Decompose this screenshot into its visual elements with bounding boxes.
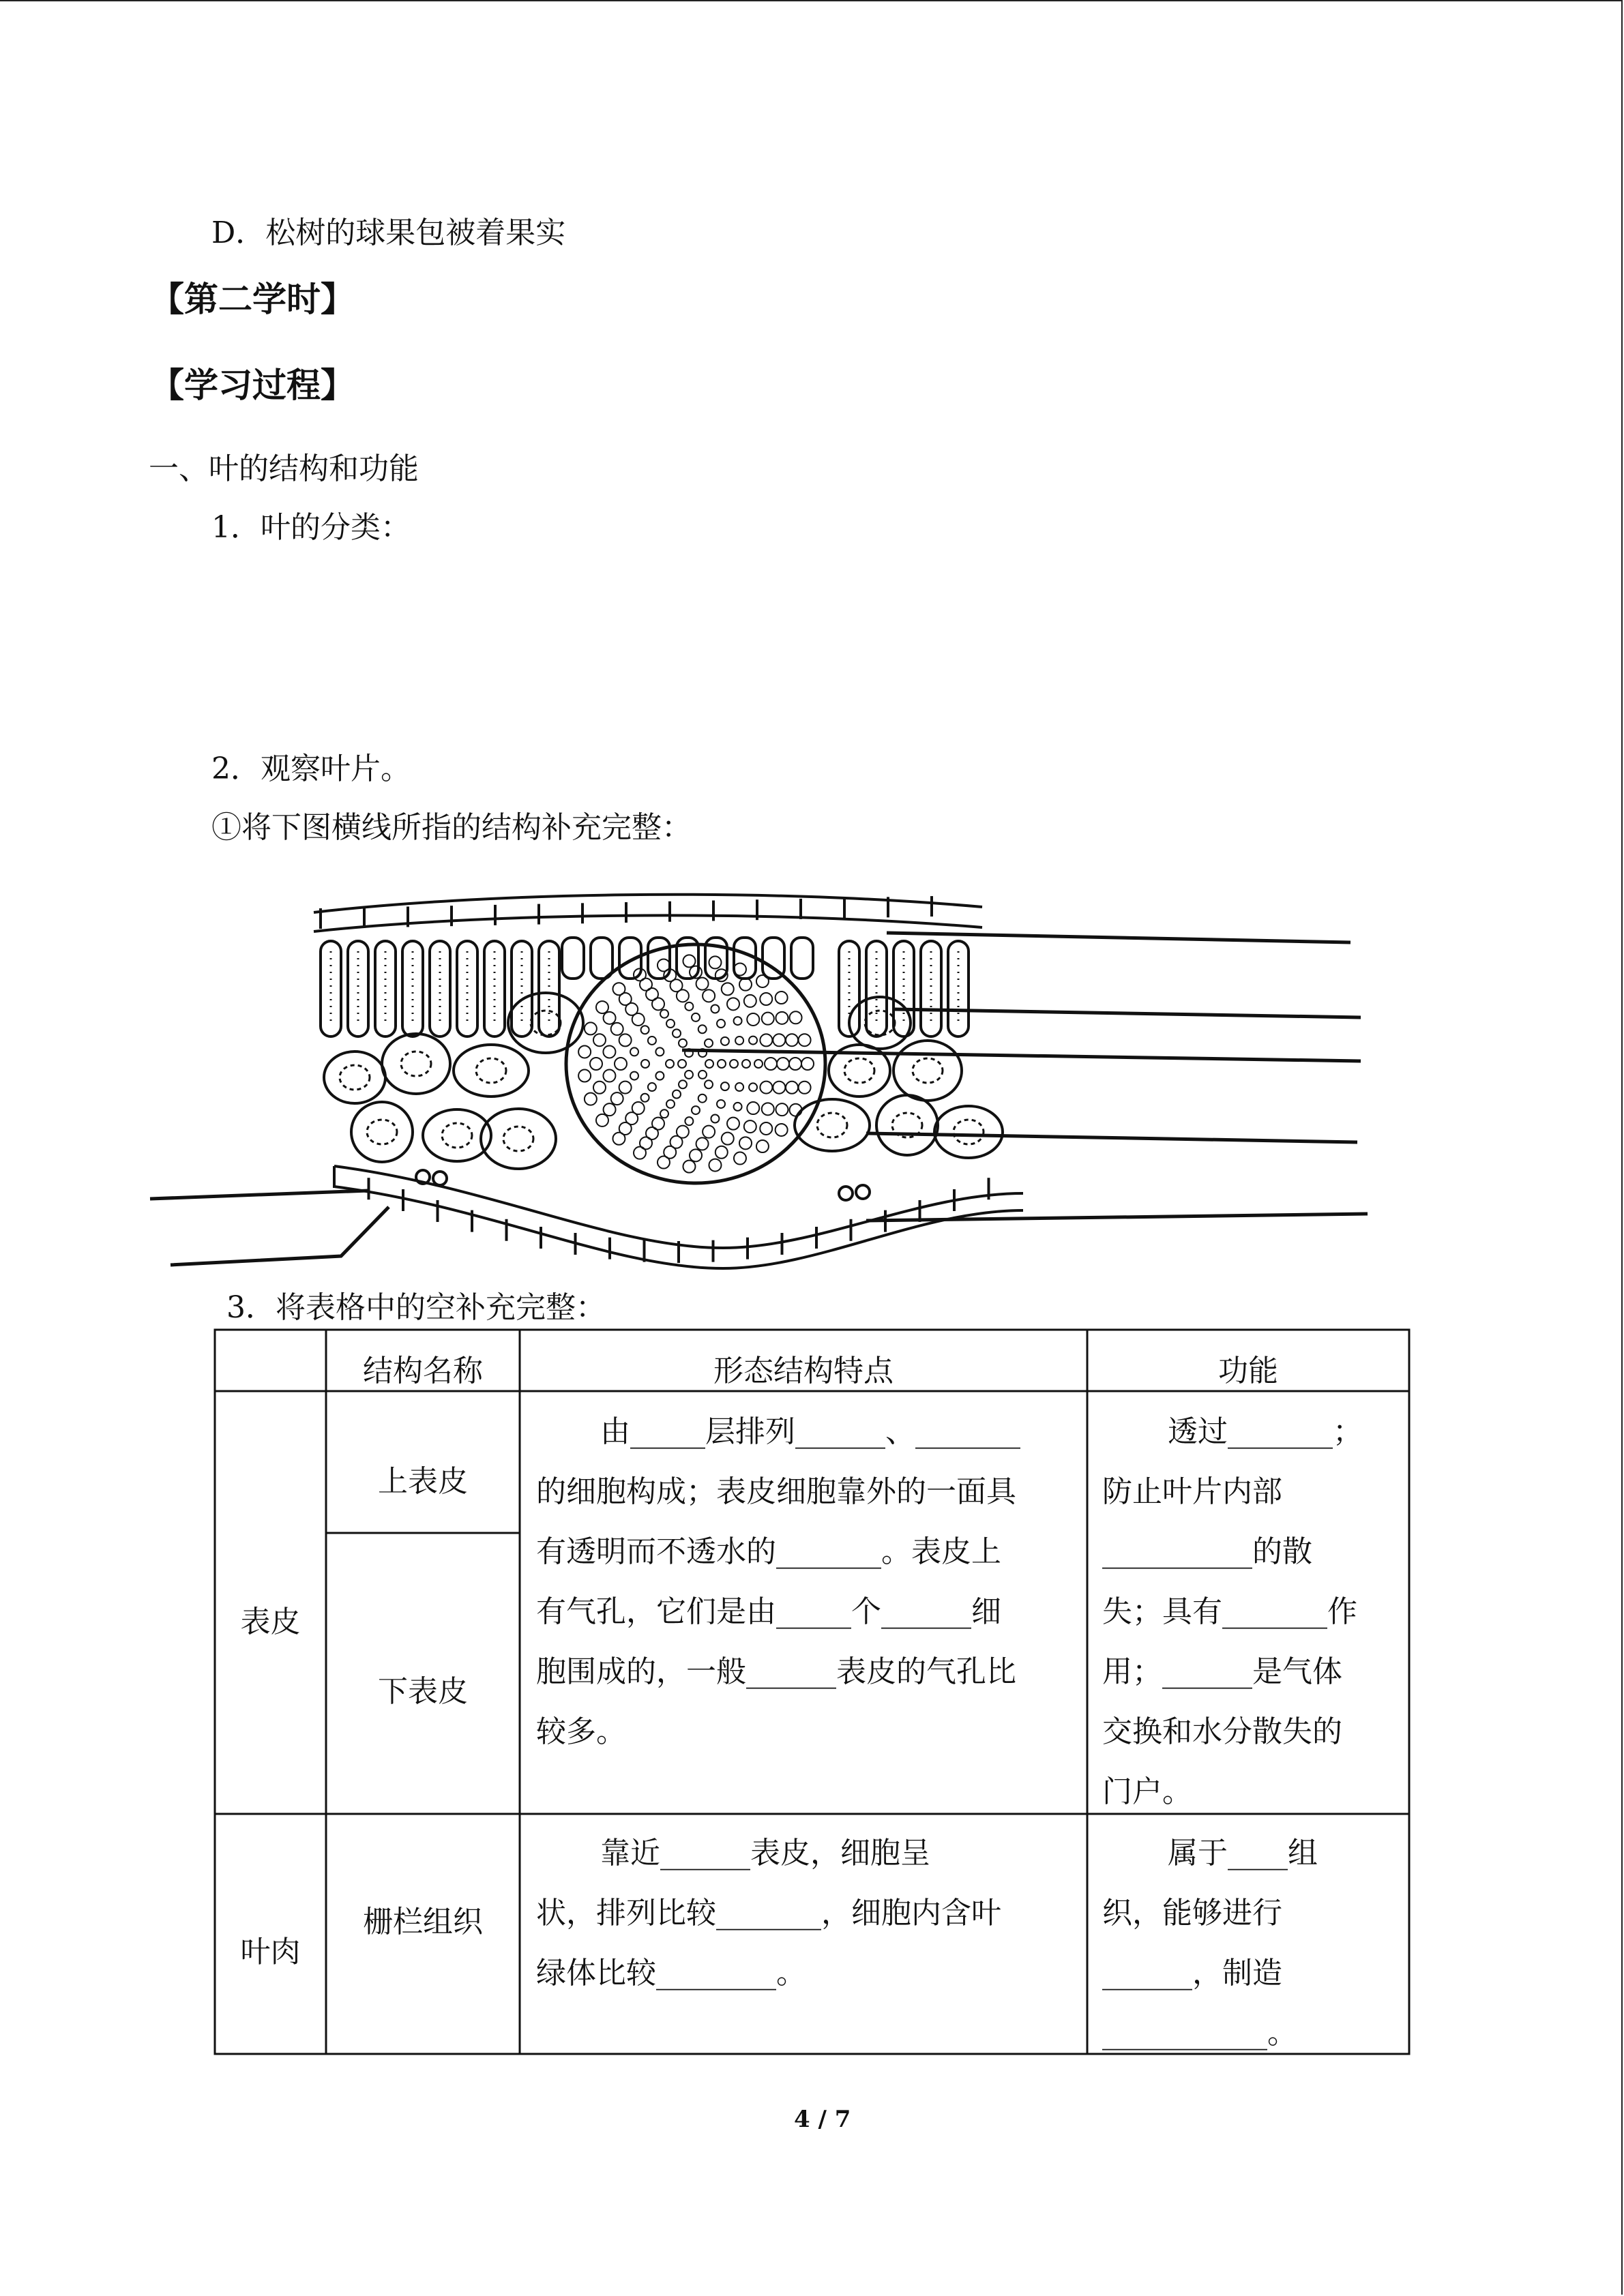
section-learning-process: 【学习过程】 [150, 365, 355, 405]
palisade-feature-line: 靠近______表皮，细胞呈 [600, 1836, 930, 1870]
palisade-function-line: 织，能够进行 [1102, 1896, 1282, 1930]
epidermis-function-line: 交换和水分散失的 [1102, 1714, 1342, 1749]
epidermis-function-line: 用；______是气体 [1102, 1654, 1342, 1689]
palisade-feature-line: 状，排列比较_______，细胞内含叶 [536, 1896, 1001, 1930]
epidermis-function-line: __________的散 [1102, 1534, 1312, 1569]
palisade-function-line: ______，制造 [1102, 1956, 1282, 1991]
option-d: D．松树的球果包被着果实 [211, 215, 566, 250]
item-2-observe-leaf: 2．观察叶片。 [211, 751, 411, 786]
section-second-period: 【第二学时】 [150, 279, 355, 319]
epidermis-function-line: 失；具有_______作 [1102, 1594, 1357, 1629]
epidermis-function-line: 门户。 [1102, 1774, 1192, 1809]
lower-epidermis: 下表皮 [378, 1674, 468, 1709]
palisade-feature-line: 绿体比较________。 [536, 1956, 806, 1991]
group-mesophyll: 叶肉 [240, 1935, 301, 1969]
palisade-function-line: ___________。 [1102, 2016, 1297, 2051]
epidermis-feature-line: 由_____层排列______、_______ [600, 1414, 1020, 1449]
page-number: 4 / 7 [794, 2106, 851, 2133]
palisade-tissue: 栅栏组织 [363, 1905, 483, 1939]
upper-epidermis: 上表皮 [378, 1464, 468, 1499]
epidermis-feature-line: 较多。 [536, 1714, 626, 1749]
item-3-table-instruction: 3．将表格中的空补充完整： [226, 1290, 606, 1325]
epidermis-feature-line: 有透明而不透水的_______。表皮上 [536, 1534, 1001, 1569]
epidermis-function-line: 透过_______； [1168, 1414, 1363, 1449]
header-morphology: 形态结构特点 [713, 1354, 894, 1388]
group-epidermis: 表皮 [240, 1605, 301, 1639]
heading-leaf-structure: 一、叶的结构和功能 [149, 451, 419, 486]
epidermis-function-line: 防止叶片内部 [1102, 1474, 1282, 1509]
header-function: 功能 [1218, 1354, 1278, 1388]
epidermis-feature-line: 有气孔，它们是由_____个______细 [536, 1594, 1001, 1629]
header-structure-name: 结构名称 [363, 1354, 483, 1388]
palisade-function-line: 属于____组 [1168, 1836, 1318, 1870]
item-2-instruction: ①将下图横线所指的结构补充完整： [211, 810, 692, 845]
item-1-leaf-classification: 1．叶的分类： [211, 510, 411, 545]
epidermis-feature-line: 的细胞构成；表皮细胞靠外的一面具 [536, 1474, 1016, 1509]
epidermis-feature-line: 胞围成的，一般______表皮的气孔比 [536, 1654, 1016, 1689]
